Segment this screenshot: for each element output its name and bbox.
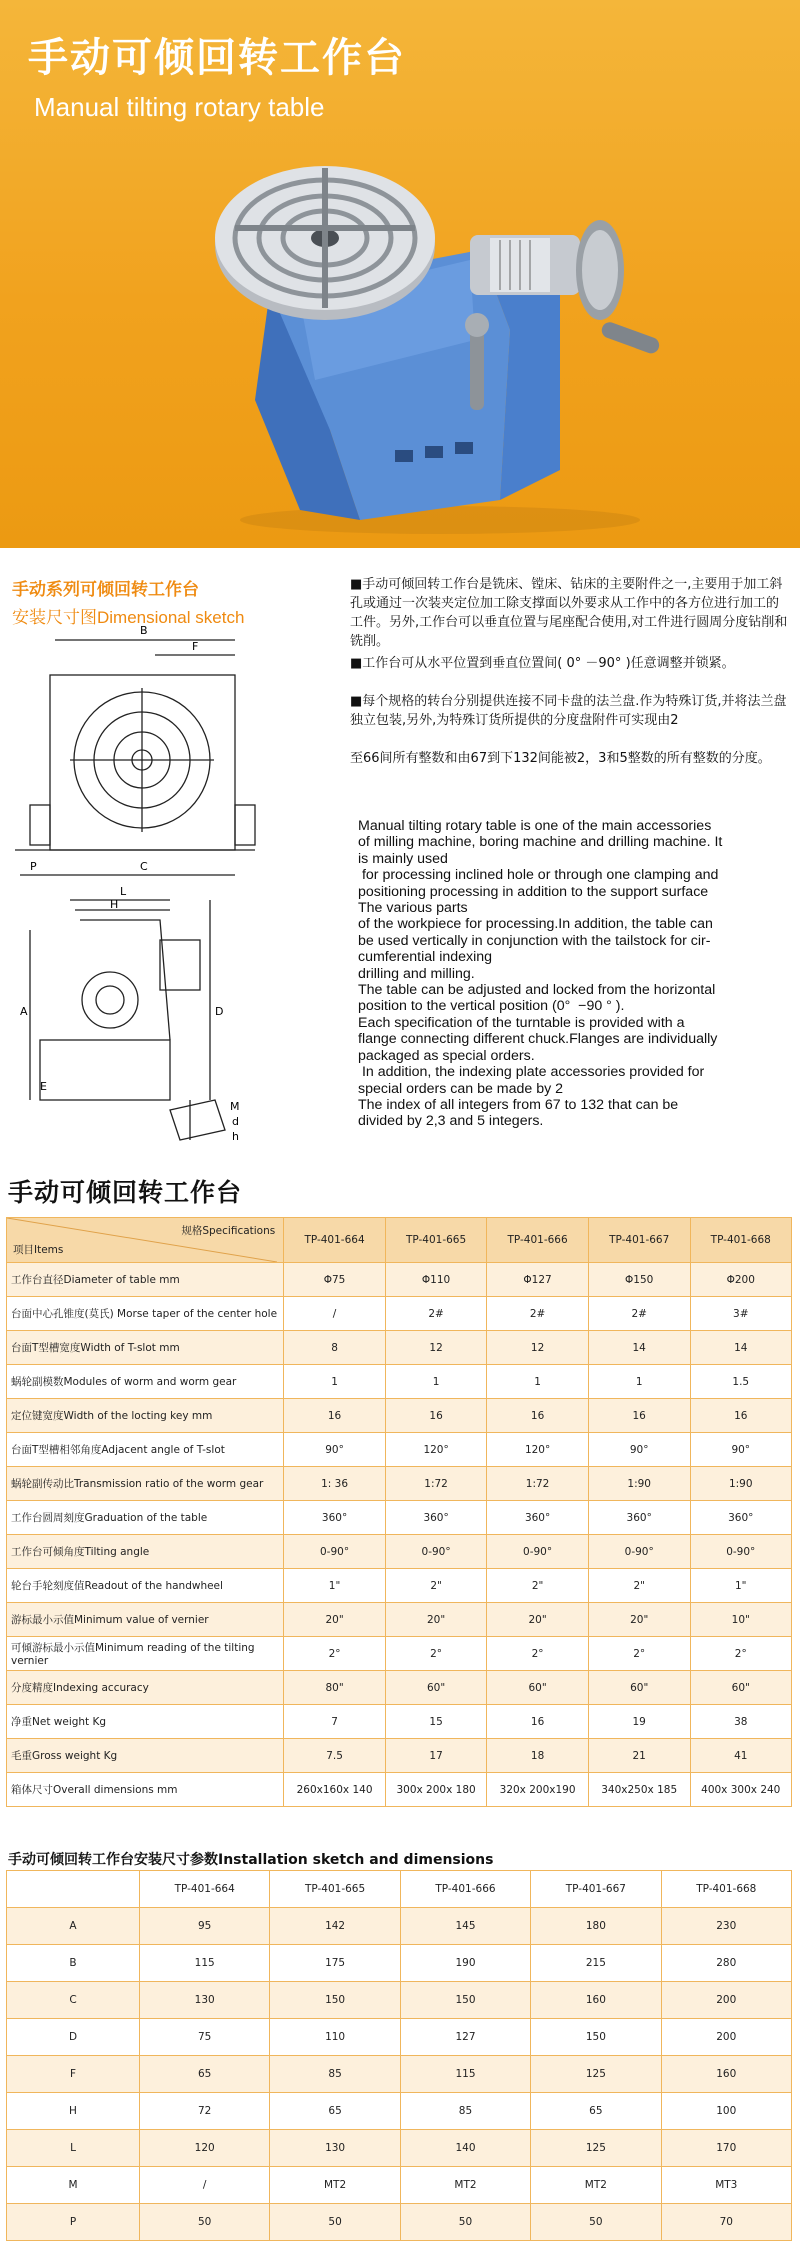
install-row-value: 50 <box>140 2204 270 2241</box>
install-table-row <box>7 1945 792 1982</box>
install-row-value: 180 <box>531 1908 661 1945</box>
install-row-value: / <box>140 2167 270 2204</box>
install-row-value: MT2 <box>531 2167 661 2204</box>
spec-row-value: 120° <box>385 1433 486 1467</box>
install-table-header <box>7 1871 792 1908</box>
sketch-title-cn: 手动系列可倾回转工作台 <box>12 580 199 600</box>
spec-row-value: 1" <box>690 1569 791 1603</box>
spec-row-value: 260x160x 140 <box>284 1773 386 1807</box>
spec-table-row <box>7 1671 792 1705</box>
install-table-row <box>7 2130 792 2167</box>
spec-row-value: 1 <box>487 1365 589 1399</box>
spec-row-value: 14 <box>690 1331 791 1365</box>
install-row-value: 160 <box>531 1982 661 2019</box>
spec-row-value: 90° <box>284 1433 386 1467</box>
install-row-value: 85 <box>270 2056 400 2093</box>
spec-row-value: Φ75 <box>284 1263 386 1297</box>
install-table-row <box>7 2204 792 2241</box>
spec-row-value: 1" <box>284 1569 386 1603</box>
sketch-label-c: C <box>140 860 148 873</box>
install-row-value: 200 <box>661 2019 791 2056</box>
spec-table-header <box>7 1218 792 1263</box>
spec-row-value: 20" <box>588 1603 690 1637</box>
spec-row-value: 360° <box>690 1501 791 1535</box>
spec-table-row <box>7 1433 792 1467</box>
spec-row-name: 净重Net weight Kg <box>7 1705 284 1739</box>
install-row-value: 115 <box>140 1945 270 1982</box>
spec-row-value: 7.5 <box>284 1739 386 1773</box>
spec-table-row <box>7 1637 792 1671</box>
spec-model-header: TP-401-666 <box>487 1218 589 1263</box>
spec-row-name: 工作台圆周刻度Graduation of the table <box>7 1501 284 1535</box>
spec-row-value: 0-90° <box>385 1535 486 1569</box>
description-cn-3: ■每个规格的转台分别提供连接不同卡盘的法兰盘.作为特殊订货,并将法兰盘独立包装,另外,为特殊订货所提供的分度盘附件可实现由2 <box>350 694 787 728</box>
spec-row-value: Φ200 <box>690 1263 791 1297</box>
spec-row-name: 可倾游标最小示值Minimum reading of the tilting vernier <box>7 1637 284 1671</box>
spec-row-value: 20" <box>385 1603 486 1637</box>
install-model-header: TP-401-667 <box>531 1871 661 1908</box>
install-row-value: 150 <box>531 2019 661 2056</box>
spec-table-row <box>7 1263 792 1297</box>
spec-row-value: 17 <box>385 1739 486 1773</box>
install-row-value: 95 <box>140 1908 270 1945</box>
spec-row-name: 箱体尺寸Overall dimensions mm <box>7 1773 284 1807</box>
description-cn-4: 至66间所有整数和由67到下132间能被2，3和5整数的所有整数的分度。 <box>350 751 771 766</box>
spec-row-value: 120° <box>487 1433 589 1467</box>
hero-title: 手动可倾回转工作台 <box>28 35 406 81</box>
install-corner-cell <box>7 1871 140 1908</box>
sketch-label-hsmall: h <box>232 1130 239 1143</box>
install-row-value: 200 <box>661 1982 791 2019</box>
spec-table-row <box>7 1705 792 1739</box>
install-row-value: 100 <box>661 2093 791 2130</box>
spec-section-title: 手动可倾回转工作台 <box>8 1178 243 1207</box>
install-row-label: C <box>7 1982 140 2019</box>
spec-row-value: 7 <box>284 1705 386 1739</box>
install-row-value: MT2 <box>270 2167 400 2204</box>
spec-table-body <box>7 1263 792 1807</box>
install-row-value: 72 <box>140 2093 270 2130</box>
spec-row-value: 15 <box>385 1705 486 1739</box>
spec-row-name: 毛重Gross weight Kg <box>7 1739 284 1773</box>
install-row-value: 175 <box>270 1945 400 1982</box>
install-model-header: TP-401-666 <box>400 1871 530 1908</box>
spec-row-value: 90° <box>690 1433 791 1467</box>
spec-row-value: Φ150 <box>588 1263 690 1297</box>
description-en: Manual tilting rotary table is one of the main accessories of milling machine, boring machine and drilling machine. It is mainly used for processing inclined hole or through one clamping and positioning processing in addition to the support surface The various parts of the workpiece for processing.In addition, the table can be used vertically in conjunction with the tailstock for cir- cumferential indexing drilling and milling. The table can be adjusted and locked from the horizontal position to the vertical position (0° −90 ° ). Each specification of the turntable is provided with a flange connecting different chuck.Flanges are individually packaged as special orders. In addition, the indexing plate accessories provided for special orders can be made by 2 The index of all integers from 67 to 132 that can be divided by 2,3 and 5 integers. <box>358 818 723 1130</box>
install-table-row <box>7 2019 792 2056</box>
spec-row-value: 0-90° <box>284 1535 386 1569</box>
spec-row-value: 300x 200x 180 <box>385 1773 486 1807</box>
install-row-value: 140 <box>400 2130 530 2167</box>
install-row-value: 160 <box>661 2056 791 2093</box>
install-table-row <box>7 2167 792 2204</box>
spec-row-value: 16 <box>690 1399 791 1433</box>
hero-banner <box>0 0 800 548</box>
spec-row-value: 19 <box>588 1705 690 1739</box>
spec-row-value: / <box>284 1297 386 1331</box>
install-section-title: 手动可倾回转工作台安装尺寸参数Installation sketch and dimensions <box>8 1852 494 1868</box>
spec-table-row <box>7 1365 792 1399</box>
spec-row-name: 游标最小示值Minimum value of vernier <box>7 1603 284 1637</box>
spec-row-value: 16 <box>487 1399 589 1433</box>
spec-row-value: Φ110 <box>385 1263 486 1297</box>
spec-table-row <box>7 1739 792 1773</box>
spec-row-value: 14 <box>588 1331 690 1365</box>
spec-row-value: 320x 200x190 <box>487 1773 589 1807</box>
spec-row-value: 400x 300x 240 <box>690 1773 791 1807</box>
install-row-value: 130 <box>140 1982 270 2019</box>
spec-row-value: 3# <box>690 1297 791 1331</box>
install-row-value: 215 <box>531 1945 661 1982</box>
description-cn-1: ■手动可倾回转工作台是铣床、镗床、钻床的主要附件之一,主要用于加工斜孔或通过一次装夹定位加工除支撑面以外要求从工作中的各方位进行加工的工件。另外,工作台可以垂直位置与尾座配合使用,对工件进行圆周分度钻削和铣削。 <box>350 577 788 649</box>
spec-model-header: TP-401-665 <box>385 1218 486 1263</box>
install-row-value: 125 <box>531 2056 661 2093</box>
spec-row-name: 台面中心孔锥度(莫氏) Morse taper of the center hole <box>7 1297 284 1331</box>
spec-table-row <box>7 1501 792 1535</box>
spec-row-value: 18 <box>487 1739 589 1773</box>
spec-row-name: 工作台可倾角度Tilting angle <box>7 1535 284 1569</box>
install-table <box>6 1870 792 2241</box>
install-row-value: 130 <box>270 2130 400 2167</box>
install-row-value: 280 <box>661 1945 791 1982</box>
spec-row-name: 分度精度Indexing accuracy <box>7 1671 284 1705</box>
install-row-value: 75 <box>140 2019 270 2056</box>
sketch-label-p: P <box>30 860 37 873</box>
spec-row-value: 1:90 <box>690 1467 791 1501</box>
spec-row-value: 2° <box>385 1637 486 1671</box>
install-row-value: 145 <box>400 1908 530 1945</box>
header-items-label: 项目Items <box>13 1244 64 1256</box>
sketch-label-m: M <box>230 1100 240 1113</box>
sketch-title-en: 安装尺寸图Dimensional sketch <box>12 608 245 627</box>
spec-row-value: 1:90 <box>588 1467 690 1501</box>
spec-row-value: 340x250x 185 <box>588 1773 690 1807</box>
spec-row-value: Φ127 <box>487 1263 589 1297</box>
spec-row-value: 1.5 <box>690 1365 791 1399</box>
spec-row-value: 16 <box>284 1399 386 1433</box>
spec-row-value: 1:72 <box>487 1467 589 1501</box>
install-row-label: M <box>7 2167 140 2204</box>
spec-row-name: 台面T型槽相邻角度Adjacent angle of T-slot <box>7 1433 284 1467</box>
install-row-value: 150 <box>270 1982 400 2019</box>
spec-row-value: 2° <box>487 1637 589 1671</box>
spec-row-value: 360° <box>487 1501 589 1535</box>
spec-row-value: 1 <box>385 1365 486 1399</box>
spec-row-name: 台面T型槽宽度Width of T-slot mm <box>7 1331 284 1365</box>
install-row-value: 127 <box>400 2019 530 2056</box>
install-row-value: 142 <box>270 1908 400 1945</box>
spec-table-row <box>7 1535 792 1569</box>
spec-row-value: 60" <box>487 1671 589 1705</box>
spec-row-value: 0-90° <box>487 1535 589 1569</box>
install-row-value: 120 <box>140 2130 270 2167</box>
spec-row-value: 360° <box>284 1501 386 1535</box>
install-model-header: TP-401-668 <box>661 1871 791 1908</box>
install-row-value: 85 <box>400 2093 530 2130</box>
install-row-value: MT3 <box>661 2167 791 2204</box>
install-model-header: TP-401-665 <box>270 1871 400 1908</box>
install-table-row <box>7 1982 792 2019</box>
install-row-value: 170 <box>661 2130 791 2167</box>
sketch-label-h: H <box>110 898 119 911</box>
spec-model-header: TP-401-664 <box>284 1218 386 1263</box>
install-row-value: 70 <box>661 2204 791 2241</box>
spec-row-value: 60" <box>588 1671 690 1705</box>
spec-row-value: 2# <box>588 1297 690 1331</box>
sketch-label-d: D <box>215 1005 224 1018</box>
spec-table-row <box>7 1399 792 1433</box>
spec-row-name: 定位键宽度Width of the locting key mm <box>7 1399 284 1433</box>
spec-row-value: 360° <box>385 1501 486 1535</box>
install-row-label: P <box>7 2204 140 2241</box>
spec-row-value: 2# <box>487 1297 589 1331</box>
spec-row-value: 2# <box>385 1297 486 1331</box>
sketch-label-a: A <box>20 1005 28 1018</box>
description-cn-2: ■工作台可从水平位置到垂直位置间( 0° －90° )任意调整并锁紧。 <box>350 656 735 671</box>
spec-row-value: 2° <box>588 1637 690 1671</box>
spec-row-value: 1 <box>284 1365 386 1399</box>
install-row-value: MT2 <box>400 2167 530 2204</box>
spec-row-value: 10" <box>690 1603 791 1637</box>
spec-row-value: 2° <box>284 1637 386 1671</box>
install-row-label: A <box>7 1908 140 1945</box>
spec-row-value: 16 <box>588 1399 690 1433</box>
spec-row-value: 2" <box>487 1569 589 1603</box>
spec-row-value: 1: 36 <box>284 1467 386 1501</box>
sketch-label-b: B <box>140 624 148 637</box>
spec-row-name: 轮台手轮刻度值Readout of the handwheel <box>7 1569 284 1603</box>
spec-table-row <box>7 1297 792 1331</box>
spec-row-value: 360° <box>588 1501 690 1535</box>
sketch-label-dsmall: d <box>232 1115 239 1128</box>
spec-row-value: 21 <box>588 1739 690 1773</box>
install-row-label: H <box>7 2093 140 2130</box>
spec-row-value: 0-90° <box>690 1535 791 1569</box>
spec-row-name: 蜗轮副模数Modules of worm and worm gear <box>7 1365 284 1399</box>
install-row-value: 50 <box>531 2204 661 2241</box>
install-table-body <box>7 1908 792 2241</box>
header-specs-label: 规格Specifications <box>181 1225 276 1237</box>
spec-row-value: 60" <box>690 1671 791 1705</box>
install-row-label: F <box>7 2056 140 2093</box>
spec-table-row <box>7 1773 792 1807</box>
spec-row-value: 60" <box>385 1671 486 1705</box>
spec-row-value: 2° <box>690 1637 791 1671</box>
spec-row-value: 20" <box>284 1603 386 1637</box>
dimensional-sketch <box>10 620 330 1170</box>
spec-model-header: TP-401-668 <box>690 1218 791 1263</box>
spec-row-value: 1:72 <box>385 1467 486 1501</box>
install-table-row <box>7 1908 792 1945</box>
sketch-label-f: F <box>192 640 199 653</box>
spec-row-value: 12 <box>487 1331 589 1365</box>
spec-row-value: 1 <box>588 1365 690 1399</box>
install-row-label: D <box>7 2019 140 2056</box>
sketch-label-l: L <box>120 885 127 898</box>
sketch-label-e: E <box>40 1080 47 1093</box>
spec-row-value: 0-90° <box>588 1535 690 1569</box>
spec-row-value: 41 <box>690 1739 791 1773</box>
spec-row-value: 38 <box>690 1705 791 1739</box>
spec-row-value: 80" <box>284 1671 386 1705</box>
spec-row-value: 16 <box>385 1399 486 1433</box>
install-table-row <box>7 2093 792 2130</box>
install-row-value: 190 <box>400 1945 530 1982</box>
spec-table-row <box>7 1331 792 1365</box>
spec-row-value: 90° <box>588 1433 690 1467</box>
install-row-value: 125 <box>531 2130 661 2167</box>
spec-row-value: 2" <box>385 1569 486 1603</box>
spec-table-row <box>7 1603 792 1637</box>
spec-table-row <box>7 1467 792 1501</box>
spec-row-value: 2" <box>588 1569 690 1603</box>
spec-table-row <box>7 1569 792 1603</box>
install-row-value: 50 <box>400 2204 530 2241</box>
install-row-value: 110 <box>270 2019 400 2056</box>
install-row-value: 115 <box>400 2056 530 2093</box>
spec-header-corner <box>7 1218 284 1263</box>
install-row-value: 150 <box>400 1982 530 2019</box>
spec-row-value: 20" <box>487 1603 589 1637</box>
install-row-value: 65 <box>140 2056 270 2093</box>
install-row-value: 65 <box>531 2093 661 2130</box>
spec-table <box>6 1217 792 1807</box>
install-row-label: L <box>7 2130 140 2167</box>
install-row-label: B <box>7 1945 140 1982</box>
install-row-value: 50 <box>270 2204 400 2241</box>
install-row-value: 65 <box>270 2093 400 2130</box>
spec-row-name: 蜗轮副传动比Transmission ratio of the worm gear <box>7 1467 284 1501</box>
install-table-row <box>7 2056 792 2093</box>
install-row-value: 230 <box>661 1908 791 1945</box>
spec-row-value: 16 <box>487 1705 589 1739</box>
spec-model-header: TP-401-667 <box>588 1218 690 1263</box>
spec-row-value: 12 <box>385 1331 486 1365</box>
spec-row-value: 8 <box>284 1331 386 1365</box>
install-model-header: TP-401-664 <box>140 1871 270 1908</box>
hero-subtitle: Manual tilting rotary table <box>34 92 325 122</box>
spec-row-name: 工作台直径Diameter of table mm <box>7 1263 284 1297</box>
